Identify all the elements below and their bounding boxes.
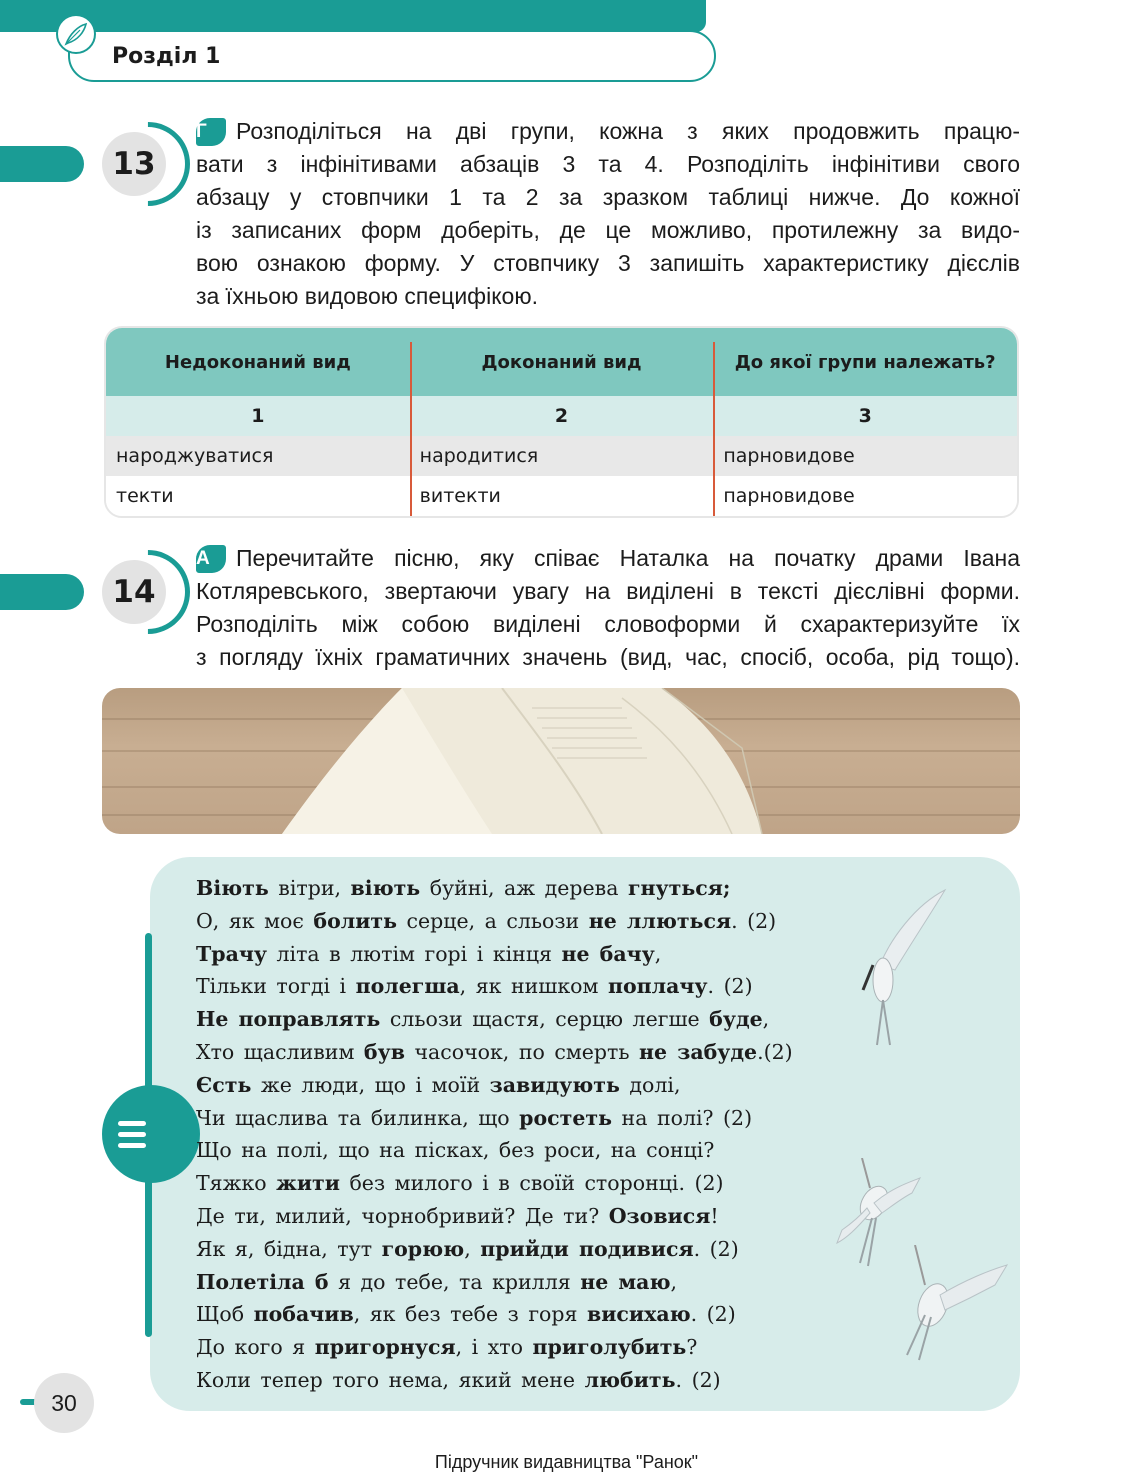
exercise-number: 14	[102, 560, 166, 624]
highlighted-verb: Озовися	[608, 1203, 711, 1228]
poem-text-segment: .(2)	[757, 1039, 793, 1064]
exercise-13-line: вою ознакою форму. У стовпчику 3 запишіть характеристику дієслів	[196, 250, 1020, 276]
highlighted-verb: жити	[276, 1171, 340, 1196]
highlighted-verb: пригорнуся	[314, 1335, 456, 1360]
highlighted-verb: не забуде	[639, 1039, 758, 1064]
table-cell: текти	[106, 476, 410, 516]
poem-text-segment: Чи щаслива та билинка, що	[196, 1105, 520, 1130]
poem-line	[196, 1036, 793, 1069]
poem-text-segment: , як нишком	[459, 974, 608, 999]
poem-text-segment: До кого я	[196, 1335, 315, 1360]
highlighted-verb: прийди подивися	[480, 1236, 694, 1261]
exercise-13-line: вати з інфінітивами абзаців 3 та 4. Розподіліть інфінітиви свого	[196, 151, 1020, 177]
highlighted-verb: Трачу	[196, 941, 267, 966]
poem-line	[196, 905, 793, 938]
exercise-marker-bar	[0, 574, 84, 610]
highlighted-verb: Єсть	[196, 1072, 252, 1097]
poem-line	[196, 872, 793, 905]
poem-text-segment: серце, а сльози	[397, 908, 589, 933]
highlighted-verb: любить	[584, 1367, 676, 1392]
poem-text-segment: літа в лютім горі і кінця	[267, 941, 562, 966]
poem-text-segment: вітри,	[268, 876, 351, 900]
level-badge: Г	[196, 118, 226, 146]
verb-aspect-table	[104, 326, 1019, 518]
poem-line	[196, 1266, 793, 1299]
exercise-14-line: Котляревського, звертаючи увагу на виділені в тексті дієслівні форми.	[196, 578, 1020, 604]
poem-text-segment: Тяжко	[196, 1171, 277, 1196]
poem-line	[196, 1364, 793, 1397]
poem-text-segment: . (2)	[693, 1236, 739, 1261]
poem-text-segment: ,	[762, 1007, 770, 1032]
highlighted-verb: висихаю	[586, 1302, 691, 1327]
poem-text-segment: . (2)	[690, 1302, 736, 1327]
poem-text-segment: Що на полі, що на пісках, без роси, на сонці?	[196, 1138, 715, 1163]
poem-text-segment: Як я, бідна, тут	[196, 1236, 382, 1261]
table-header-cell: Доконаний вид	[410, 328, 714, 396]
feather-icon	[56, 14, 96, 54]
poem-line	[196, 1200, 793, 1233]
highlighted-verb: приголубить	[532, 1335, 687, 1360]
highlighted-verb: не маю	[580, 1269, 671, 1294]
page-number: 30	[34, 1373, 94, 1433]
poem-text-segment: Щоб	[196, 1302, 254, 1327]
table-column-number: 2	[410, 396, 714, 436]
poem-line	[196, 1233, 793, 1266]
table-header-row	[106, 328, 1017, 396]
exercise-13-line: за їхньою видовою специфікою.	[196, 283, 538, 309]
poem-text-segment: Тільки тогді і	[196, 974, 356, 999]
poem-text	[196, 872, 793, 1397]
poem-text-segment: О, як моє	[196, 908, 314, 933]
poem-text-segment: ?	[686, 1335, 698, 1360]
table-column-number-row	[106, 396, 1017, 436]
poem-text-segment: ,	[670, 1269, 678, 1294]
table-row	[106, 436, 1017, 476]
poem-text-segment: !	[710, 1203, 719, 1228]
poem-text-segment: на полі? (2)	[612, 1105, 753, 1130]
exercise-number: 13	[102, 132, 166, 196]
highlighted-verb: завидують	[489, 1072, 620, 1097]
table-cell: витекти	[410, 476, 714, 516]
table-header-cell: До якої групи належать?	[713, 328, 1017, 396]
table-header-cell: Недоконаний вид	[106, 328, 410, 396]
exercise-13-text	[196, 115, 1020, 313]
exercise-14-text	[196, 542, 1020, 674]
exercise-13-line: абзацу у стовпчики 1 та 2 за зразком таблиці нижче. До кожної	[196, 184, 1020, 210]
highlighted-verb: болить	[313, 908, 398, 933]
poem-line	[196, 1102, 793, 1135]
highlighted-verb: не бачу	[561, 941, 655, 966]
highlighted-verb: не ллються	[588, 908, 732, 933]
exercise-14-line: з погляду їхніх граматичних значень (вид, час, спосіб, особа, рід тощо).	[196, 644, 1020, 670]
poem-text-segment: я до тебе, та крилля	[328, 1269, 581, 1294]
poem-text-segment: буйні, аж дерева	[420, 876, 628, 900]
section-title: Розділ 1	[112, 44, 221, 69]
highlighted-verb: був	[363, 1039, 405, 1064]
poem-text-segment: Коли тепер того нема, який мене	[196, 1367, 585, 1392]
poem-text-segment: часочок, по смерть	[404, 1039, 640, 1064]
poem-text-segment: сльози щастя, серцю легше	[380, 1007, 710, 1032]
highlighted-verb: поплачу	[607, 974, 708, 999]
highlighted-verb: ростеть	[519, 1105, 613, 1130]
exercise-marker-bar	[0, 146, 84, 182]
poem-text-segment: . (2)	[707, 974, 753, 999]
poem-text-segment: долі,	[619, 1072, 681, 1097]
crane-icon	[895, 1245, 1010, 1365]
table-column-number: 1	[106, 396, 410, 436]
table-column-number: 3	[713, 396, 1017, 436]
highlighted-verb: віють	[350, 876, 421, 900]
poem-text-segment: . (2)	[675, 1367, 721, 1392]
exercise-13-line: із записаних форм доберіть, де це можливо, протилежну за видо-	[196, 217, 1020, 243]
poem-line	[196, 1298, 793, 1331]
open-book-photo	[102, 688, 1020, 834]
poem-text-segment: . (2)	[731, 908, 777, 933]
header-band	[0, 0, 706, 32]
poem-text-segment: же люди, що і моїй	[251, 1072, 490, 1097]
table-row	[106, 476, 1017, 516]
poem-line	[196, 1134, 793, 1167]
publisher-footer: Підручник видавництва "Ранок"	[434, 1452, 699, 1472]
poem-line	[196, 1003, 793, 1036]
crane-icon	[855, 885, 950, 1050]
poem-text-segment: ,	[464, 1236, 481, 1261]
poem-line	[196, 970, 793, 1003]
poem-line	[196, 1069, 793, 1102]
poem-line	[196, 1331, 793, 1364]
level-badge: А	[196, 545, 226, 573]
table-cell: народитися	[410, 436, 714, 476]
highlighted-verb: гнуться;	[627, 876, 731, 900]
poem-text-segment: , і хто	[455, 1335, 533, 1360]
poem-text-segment: ,	[654, 941, 662, 966]
highlighted-verb: горюю	[381, 1236, 465, 1261]
exercise-13-line: Г Розподіліться на дві групи, кожна з яких продовжить працю-	[196, 118, 1020, 144]
text-lines-icon	[102, 1085, 200, 1183]
table-cell: парновидове	[713, 476, 1017, 516]
table-cell: парновидове	[713, 436, 1017, 476]
highlighted-verb: полегша	[355, 974, 460, 999]
poem-text-segment: , як без тебе з горя	[353, 1302, 587, 1327]
poem-text-segment: Хто щасливим	[196, 1039, 364, 1064]
poem-line	[196, 938, 793, 971]
highlighted-verb: буде	[709, 1007, 763, 1032]
highlighted-verb: Не поправлять	[196, 1007, 381, 1032]
table-cell: народжуватися	[106, 436, 410, 476]
exercise-14-line: Розподіліть між собою виділені словоформи й схарактеризуйте їх	[196, 611, 1020, 637]
poem-line	[196, 1167, 793, 1200]
highlighted-verb: Віють	[196, 876, 269, 900]
poem-text-segment: Де ти, милий, чорнобривий? Де ти?	[196, 1203, 609, 1228]
exercise-14-line: А Перечитайте пісню, яку співає Наталка на початку драми Івана	[196, 545, 1020, 571]
highlighted-verb: побачив	[253, 1302, 354, 1327]
poem-text-segment: без милого і в своїй сторонці. (2)	[339, 1171, 724, 1196]
highlighted-verb: Полетіла б	[196, 1269, 329, 1294]
